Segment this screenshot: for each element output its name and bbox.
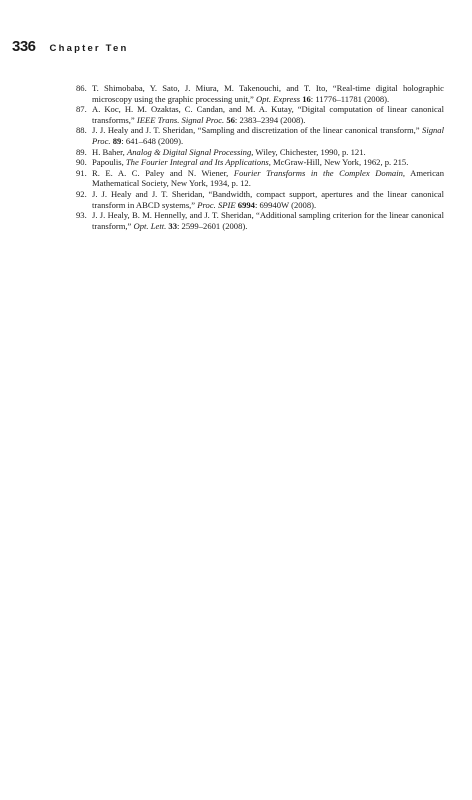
reference-number: 89.: [76, 146, 87, 157]
reference-item: [76, 210, 444, 231]
reference-volume: 16: [302, 93, 311, 104]
reference-text: J. J. Healy and J. T. Sheridan, “Bandwidth, compact support, apertures and the linear canonical transform in ABCD systems,”: [92, 188, 444, 210]
reference-text: H. Baher,: [92, 146, 127, 157]
reference-item: [76, 189, 444, 210]
reference-volume: 89: [112, 135, 122, 146]
reference-number: 92.: [76, 188, 87, 199]
reference-pages: : 69940W (2008).: [254, 199, 317, 210]
reference-pages: : 11776–11781 (2008).: [310, 93, 390, 104]
reference-number: 87.: [76, 104, 87, 115]
reference-text: , American Mathematical Society, New York, 1934, p. 12.: [92, 167, 444, 189]
reference-number: 90.: [76, 157, 87, 168]
reference-list: [76, 83, 444, 231]
reference-text: , McGraw-Hill, New York, 1962, p. 215.: [268, 157, 409, 168]
reference-item: [76, 147, 444, 158]
reference-pages: : 2383–2394 (2008).: [234, 114, 306, 125]
reference-text: Papoulis,: [92, 157, 126, 168]
reference-item: [76, 168, 444, 189]
reference-text: J. J. Healy and J. T. Sheridan, “Sampling and discretization of the linear canonical transform,”: [92, 125, 423, 136]
reference-text: R. E. A. C. Paley and N. Wiener,: [92, 167, 234, 178]
reference-book-title: The Fourier Integral and Its Applications: [125, 157, 269, 168]
reference-journal: Opt. Lett.: [133, 220, 167, 231]
reference-text: A. Koc, H. M. Ozaktas, C. Candan, and M. A. Kutay, “Digital computation of linear canonical transforms,”: [92, 104, 444, 125]
reference-number: 88.: [76, 125, 87, 136]
reference-journal: IEEE Trans. Signal Proc.: [136, 114, 225, 125]
reference-text: J. J. Healy, B. M. Hennelly, and J. T. Sheridan, “Additional sampling criterion for the linear canonical transform,”: [92, 210, 444, 231]
page-number: 336: [12, 38, 36, 55]
reference-text: , Wiley, Chichester, 1990, p. 121.: [251, 146, 366, 157]
reference-item: [76, 104, 444, 125]
reference-book-title: Analog & Digital Signal Processing: [126, 146, 252, 157]
reference-volume: 6994: [237, 199, 255, 210]
reference-number: 86.: [76, 83, 87, 93]
reference-volume: 56: [226, 114, 235, 125]
reference-text: T. Shimobaba, Y. Sato, J. Miura, M. Takenouchi, and T. Ito, “Real-time digital holographic microscopy using the graphic processing unit,”: [92, 83, 444, 104]
reference-item: [76, 83, 444, 104]
reference-volume: 33: [168, 220, 177, 231]
reference-item: [76, 157, 444, 168]
reference-number: 93.: [76, 210, 87, 221]
chapter-title: Chapter Ten: [49, 43, 129, 54]
reference-journal: Proc. SPIE: [197, 199, 236, 210]
reference-item: [76, 125, 444, 146]
reference-book-title: Fourier Transforms in the Complex Domain: [233, 167, 403, 178]
reference-number: 91.: [76, 167, 87, 178]
reference-pages: : 2599–2601 (2008).: [177, 220, 248, 231]
page-header: [12, 38, 128, 55]
reference-journal: Opt. Express: [255, 93, 301, 104]
reference-journal: Signal Proc.: [92, 125, 444, 146]
reference-pages: : 641–648 (2009).: [121, 135, 184, 146]
